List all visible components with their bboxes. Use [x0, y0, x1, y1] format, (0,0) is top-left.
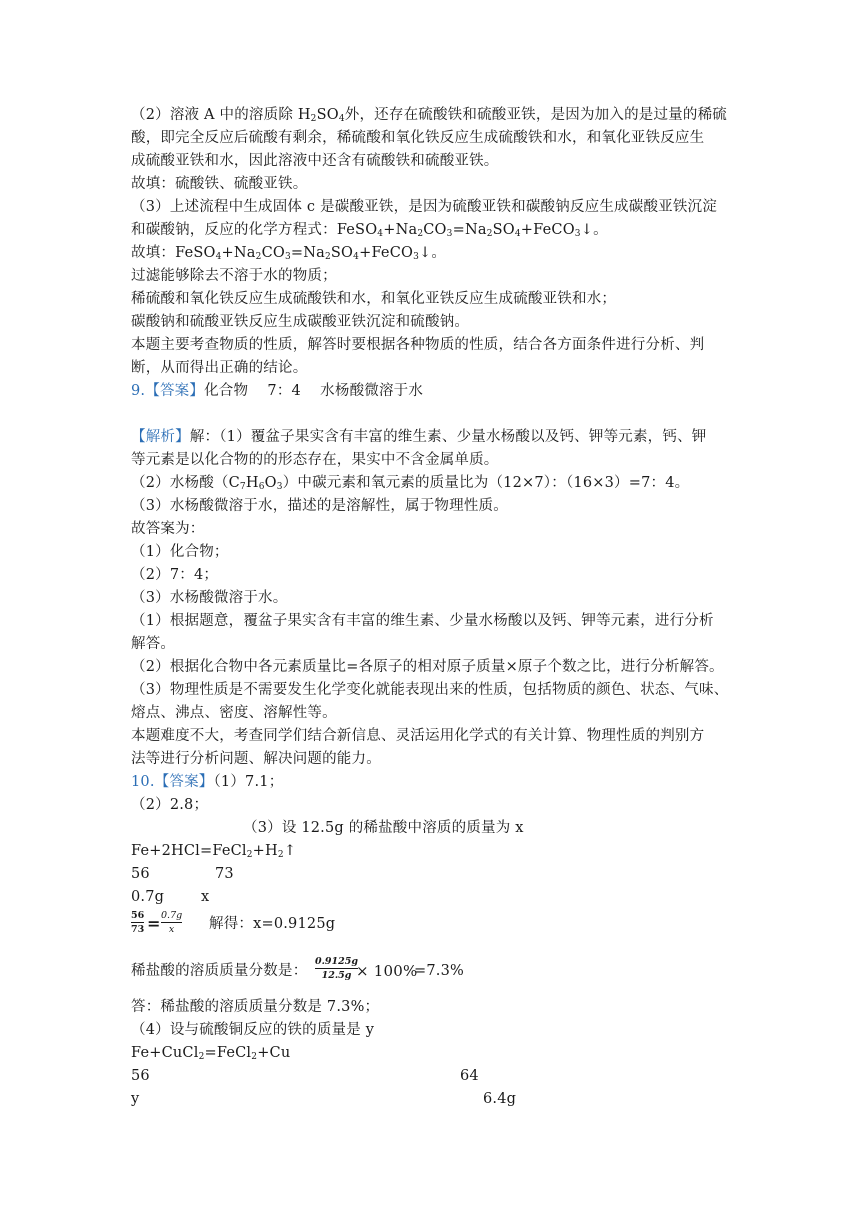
numerator: 0.9125g: [315, 956, 359, 967]
q10-value-07g: 0.7g: [131, 889, 165, 905]
q10-pct-label: 稀盐酸的溶质质量分数是：: [131, 963, 308, 979]
q9-analysis-5: 故答案为：: [131, 521, 205, 537]
q9-analysis-6: （1）化合物；: [131, 544, 229, 560]
eq-part: ↓。: [419, 245, 447, 261]
eq-part: +H: [252, 843, 278, 859]
answer-text: 化合物 7：4 水杨酸微溶于水: [204, 383, 424, 399]
q9-analysis-4: （3）水杨酸微溶于水，描述的是溶解性，属于物理性质。: [131, 498, 508, 514]
eq-part: ↓。: [580, 222, 608, 238]
q9-analysis-14: 本题难度不大，考查同学们结合新信息、灵活运用化学式的有关计算、物理性质的判别方: [131, 728, 705, 744]
eq-part: Fe+CuCl: [131, 1045, 199, 1061]
subscript: 3: [446, 229, 453, 239]
subscript: 2: [198, 1052, 205, 1062]
s3-line-7: 本题主要考查物质的性质，解答时要根据各种物质的性质，结合各方面条件进行分析、判: [131, 337, 705, 353]
question-number: 9.: [131, 383, 146, 399]
eq-part: SO: [330, 245, 354, 261]
fraction-56-73: [131, 910, 144, 935]
subscript: 4: [514, 229, 521, 239]
subscript: 3: [284, 252, 291, 262]
subscript: 2: [277, 850, 284, 860]
eq-part: +FeCO: [520, 222, 575, 238]
q10-equation-1: [131, 840, 296, 862]
subscript: 3: [574, 229, 581, 239]
q9-analysis-1: [131, 426, 707, 448]
subscript: 4: [377, 229, 384, 239]
s3-line-6: 碳酸钠和硫酸亚铁反应生成碳酸亚铁沉淀和硫酸钠。: [131, 314, 470, 330]
q9-analysis-12: （3）物理性质是不需要发生化学变化就能表现出来的性质，包括物质的颜色、状态、气味、: [131, 682, 729, 698]
subscript: 3: [276, 482, 283, 492]
s2-line-3: 成硫酸亚铁和水，因此溶液中还含有硫酸铁和硫酸亚铁。: [131, 153, 499, 169]
subscript: 2: [251, 1052, 258, 1062]
s3-line-1: （3）上述流程中生成固体 c 是碳酸亚铁，是因为硫酸亚铁和碳酸钠反应生成碳酸亚铁沉淀: [131, 199, 717, 215]
text: 解：（1）覆盆子果实含有丰富的维生素、少量水杨酸以及钙、钾等元素，钙、钾: [189, 429, 707, 445]
denominator: x: [168, 924, 175, 935]
analysis-tag: 【解析】: [131, 429, 190, 445]
eq-part: +Na: [221, 245, 256, 261]
text: O: [264, 475, 277, 491]
subscript: 3: [413, 252, 420, 262]
fraction-bar: [131, 922, 144, 923]
eq-part: SO: [492, 222, 515, 238]
q9-analysis-3: [131, 472, 689, 494]
subscript: 2: [246, 850, 253, 860]
question-number: 10.: [131, 774, 155, 790]
fraction-bar: [315, 968, 358, 969]
text: SO: [316, 107, 339, 123]
text: （1）7.1；: [213, 774, 284, 790]
fraction-bar: [161, 922, 182, 923]
eq-part: =Na: [290, 245, 325, 261]
chem-equation: [175, 245, 446, 261]
q10-mass-64: 64: [460, 1068, 479, 1084]
q10-answer: [131, 771, 283, 793]
q10-mass-56: 56: [131, 866, 150, 882]
eq-part: CO: [423, 222, 447, 238]
eq-part: FeSO: [336, 222, 378, 238]
text: 故填：: [131, 245, 176, 261]
q9-analysis-13: 熔点、沸点、密度、溶解性等。: [131, 705, 337, 721]
s3-line-8: 断，从而得出正确的结论。: [131, 360, 308, 376]
denominator: 12.5g: [321, 970, 352, 981]
q9-analysis-11: （2）根据化合物中各元素质量比=各原子的相对原子质量×原子个数之比，进行分析解答。: [131, 659, 724, 675]
eq-part: FeSO: [175, 245, 216, 261]
s2-line-2: 酸，即完全反应后硫酸有剩余，稀硫酸和氧化铁反应生成硫酸铁和水，和氧化亚铁反应生: [131, 130, 705, 146]
fraction-09125-125: [315, 956, 358, 981]
chem-equation: [337, 222, 608, 238]
subscript: 2: [310, 114, 317, 124]
q9-analysis-15: 法等进行分析问题、解决问题的能力。: [131, 751, 381, 767]
q10-mass-56b: 56: [131, 1068, 150, 1084]
q10-mass-73: 73: [215, 866, 234, 882]
s3-line-5: 稀硫酸和氧化铁反应生成硫酸铁和水，和氧化亚铁反应生成硫酸亚铁和水；: [131, 291, 617, 307]
eq-part: +Na: [383, 222, 418, 238]
eq-part: =Na: [452, 222, 487, 238]
eq-part: +Cu: [257, 1045, 291, 1061]
s3-line-4: 过滤能够除去不溶于水的物质；: [131, 268, 337, 284]
subscript: 4: [215, 252, 222, 262]
equals-sign: =: [147, 914, 161, 933]
subscript: 2: [324, 252, 331, 262]
q9-answer: [131, 380, 423, 402]
arrow-up-icon: ↑: [283, 843, 297, 859]
subscript: 7: [239, 482, 246, 492]
q9-analysis-9: （1）根据题意，覆盆子果实含有丰富的维生素、少量水杨酸以及钙、钾等元素，进行分析: [131, 613, 714, 629]
fraction-07g-x: [161, 910, 182, 935]
q10-answer-line: 答：稀盐酸的溶质质量分数是 7.3%；: [131, 999, 380, 1015]
eq-part: Fe+2HCl=FeCl: [131, 843, 247, 859]
q9-analysis-7: （2）7：4；: [131, 567, 219, 583]
q10-value-y: y: [131, 1091, 140, 1107]
text: H: [245, 475, 259, 491]
q9-analysis-8: （3）水杨酸微溶于水。: [131, 590, 288, 606]
eq-part: CO: [261, 245, 285, 261]
q10-pct-result: =7.3%: [414, 963, 464, 979]
q10-line-4: （4）设与硫酸铜反应的铁的质量是 y: [131, 1022, 375, 1038]
subscript: 6: [258, 482, 265, 492]
text: ）中碳元素和氧元素的质量比为（12×7）：（16×3）=7：4。: [282, 475, 690, 491]
q10-value-64g: 6.4g: [483, 1091, 517, 1107]
denominator: 73: [131, 924, 145, 935]
numerator: 0.7g: [161, 910, 183, 921]
q9-analysis-2: 等元素是以化合物的的形态存在，果实中不含金属单质。: [131, 452, 499, 468]
subscript: 2: [486, 229, 493, 239]
subscript: 4: [338, 114, 345, 124]
eq-part: =FeCl: [204, 1045, 252, 1061]
s2-line-1: [131, 104, 727, 126]
s3-line-2: [131, 219, 608, 241]
text: 外，还存在硫酸铁和硫酸亚铁，是因为加入的是过量的稀硫: [344, 107, 727, 123]
q9-analysis-10: 解答。: [131, 636, 176, 652]
text: 和碳酸钠，反应的化学方程式：: [131, 222, 337, 238]
q10-solve: 解得：x=0.9125g: [209, 916, 336, 932]
subscript: 2: [417, 229, 424, 239]
s2-line-4: 故填：硫酸铁、硫酸亚铁。: [131, 176, 308, 192]
q10-line-2: （2）2.8；: [131, 797, 209, 813]
q10-line-3: （3）设 12.5g 的稀盐酸中溶质的质量为 x: [243, 820, 524, 836]
text: （2）溶液 A 中的溶质除 H: [131, 107, 311, 123]
subscript: 4: [353, 252, 360, 262]
answer-tag: 【答案】: [145, 383, 205, 399]
q10-pct-times: × 100%: [356, 962, 418, 980]
text: （2）水杨酸（C: [131, 475, 240, 491]
q10-value-x: x: [201, 889, 210, 905]
q10-equation-2: [131, 1042, 290, 1064]
subscript: 2: [255, 252, 262, 262]
answer-tag: 【答案】: [154, 774, 214, 790]
numerator: 56: [131, 910, 145, 921]
eq-part: +FeCO: [359, 245, 414, 261]
s3-line-3: [131, 242, 446, 264]
